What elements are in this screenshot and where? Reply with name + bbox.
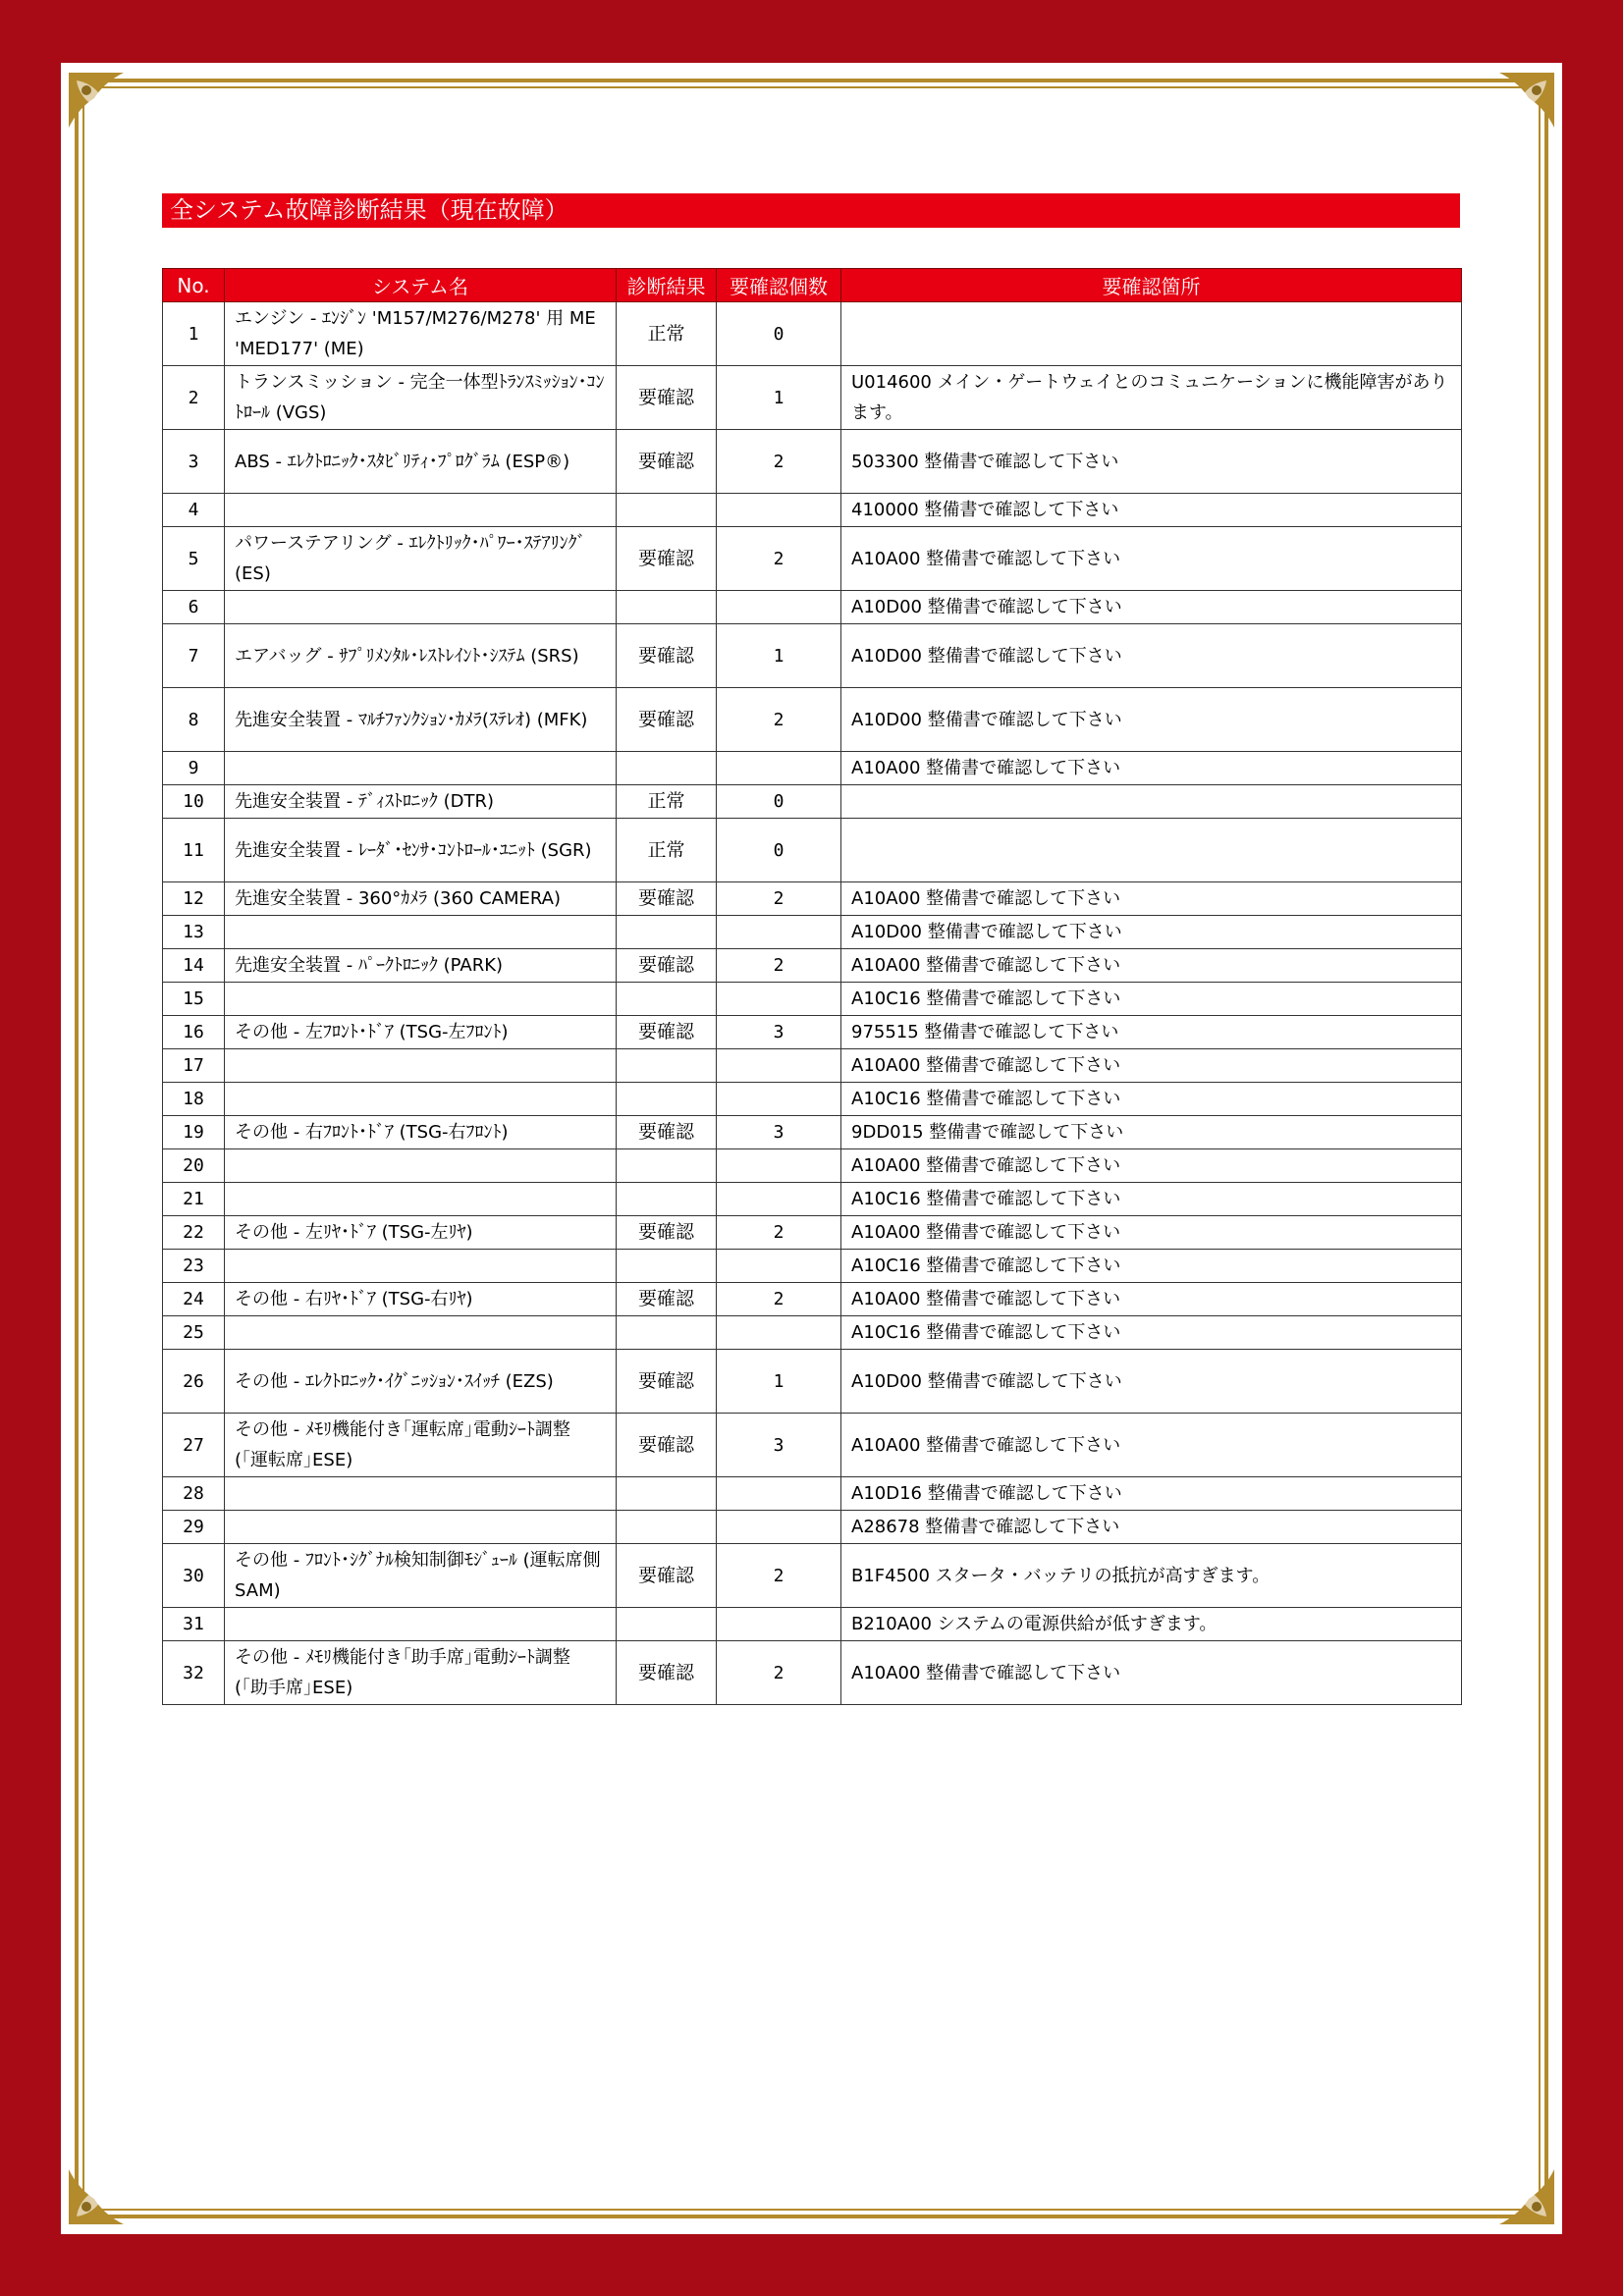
row-system-name: 先進安全装置 - ﾊﾟｰｸﾄﾛﾆｯｸ (PARK) [225, 949, 617, 983]
row-count: 2 [717, 688, 841, 752]
table-row [163, 494, 1462, 527]
row-number: 26 [163, 1350, 225, 1414]
header-count: 要確認個数 [717, 269, 841, 302]
row-detail: 503300 整備書で確認して下さい [841, 430, 1462, 494]
table-row [163, 1544, 1462, 1608]
row-count: 2 [717, 430, 841, 494]
row-result: 要確認 [617, 949, 717, 983]
row-result: 要確認 [617, 1641, 717, 1705]
table-body [163, 302, 1462, 1705]
row-number: 29 [163, 1511, 225, 1544]
row-detail: A10D00 整備書で確認して下さい [841, 1350, 1462, 1414]
row-number: 25 [163, 1316, 225, 1350]
row-system-name [225, 494, 617, 527]
row-result [617, 1183, 717, 1216]
table-row [163, 1283, 1462, 1316]
row-system-name [225, 916, 617, 949]
row-system-name: パワーステアリング - ｴﾚｸﾄﾘｯｸ･ﾊﾟﾜｰ･ｽﾃｱﾘﾝｸﾞ (ES) [225, 527, 617, 591]
table-row [163, 591, 1462, 624]
row-count: 0 [717, 785, 841, 819]
table-row [163, 1414, 1462, 1477]
row-detail: A10A00 整備書で確認して下さい [841, 882, 1462, 916]
row-result: 正常 [617, 302, 717, 366]
row-detail: A10A00 整備書で確認して下さい [841, 1641, 1462, 1705]
row-result [617, 591, 717, 624]
row-count: 0 [717, 302, 841, 366]
row-system-name: その他 - 右ﾘﾔ･ﾄﾞｱ (TSG-右ﾘﾔ) [225, 1283, 617, 1316]
table-row [163, 1511, 1462, 1544]
row-count [717, 1149, 841, 1183]
row-count [717, 1511, 841, 1544]
table-row [163, 1149, 1462, 1183]
row-system-name [225, 1149, 617, 1183]
row-count: 1 [717, 1350, 841, 1414]
table-row [163, 1350, 1462, 1414]
row-detail: A10A00 整備書で確認して下さい [841, 527, 1462, 591]
table-row [163, 527, 1462, 591]
row-number: 13 [163, 916, 225, 949]
ornament-corner-icon [1470, 2140, 1558, 2228]
row-detail: A10C16 整備書で確認して下さい [841, 1316, 1462, 1350]
row-system-name: その他 - ﾒﾓﾘ機能付き｢助手席｣電動ｼｰﾄ調整 (｢助手席｣ESE) [225, 1641, 617, 1705]
row-result: 要確認 [617, 1414, 717, 1477]
table-row [163, 819, 1462, 882]
row-detail: A10C16 整備書で確認して下さい [841, 1250, 1462, 1283]
row-result: 要確認 [617, 882, 717, 916]
row-system-name [225, 1183, 617, 1216]
table-header-row [163, 269, 1462, 302]
row-number: 2 [163, 366, 225, 430]
row-count: 1 [717, 624, 841, 688]
row-result: 要確認 [617, 1283, 717, 1316]
row-count [717, 1250, 841, 1283]
row-count [717, 1316, 841, 1350]
row-result: 要確認 [617, 527, 717, 591]
row-count [717, 494, 841, 527]
row-count [717, 1608, 841, 1641]
row-number: 16 [163, 1016, 225, 1049]
row-system-name [225, 1049, 617, 1083]
row-number: 31 [163, 1608, 225, 1641]
table-row [163, 1049, 1462, 1083]
row-result: 要確認 [617, 430, 717, 494]
table-row [163, 949, 1462, 983]
row-result [617, 916, 717, 949]
row-result: 要確認 [617, 1216, 717, 1250]
row-result [617, 752, 717, 785]
row-detail: A10C16 整備書で確認して下さい [841, 1083, 1462, 1116]
section-title: 全システム故障診断結果（現在故障） [162, 193, 1460, 228]
row-system-name: 先進安全装置 - 360°ｶﾒﾗ (360 CAMERA) [225, 882, 617, 916]
row-detail: A10D00 整備書で確認して下さい [841, 624, 1462, 688]
row-system-name: その他 - 左ﾌﾛﾝﾄ･ﾄﾞｱ (TSG-左ﾌﾛﾝﾄ) [225, 1016, 617, 1049]
row-result [617, 1477, 717, 1511]
row-count [717, 916, 841, 949]
row-count: 0 [717, 819, 841, 882]
row-system-name: エアバッグ - ｻﾌﾟﾘﾒﾝﾀﾙ･ﾚｽﾄﾚｲﾝﾄ･ｼｽﾃﾑ (SRS) [225, 624, 617, 688]
table-row [163, 624, 1462, 688]
row-number: 23 [163, 1250, 225, 1283]
row-detail: 9DD015 整備書で確認して下さい [841, 1116, 1462, 1149]
row-detail: A10D16 整備書で確認して下さい [841, 1477, 1462, 1511]
row-detail: A10D00 整備書で確認して下さい [841, 688, 1462, 752]
row-detail: 410000 整備書で確認して下さい [841, 494, 1462, 527]
row-system-name [225, 1316, 617, 1350]
row-count [717, 1183, 841, 1216]
row-number: 15 [163, 983, 225, 1016]
row-detail: A10D00 整備書で確認して下さい [841, 916, 1462, 949]
ornament-corner-icon [65, 69, 153, 157]
table-row [163, 983, 1462, 1016]
row-detail: A10A00 整備書で確認して下さい [841, 752, 1462, 785]
row-system-name [225, 1511, 617, 1544]
row-system-name: その他 - ﾌﾛﾝﾄ･ｼｸﾞﾅﾙ検知制御ﾓｼﾞｭｰﾙ (運転席側SAM) [225, 1544, 617, 1608]
row-system-name: 先進安全装置 - ﾚｰﾀﾞ･ｾﾝｻ･ｺﾝﾄﾛｰﾙ･ﾕﾆｯﾄ (SGR) [225, 819, 617, 882]
table-row [163, 1477, 1462, 1511]
row-detail: B210A00 システムの電源供給が低すぎます。 [841, 1608, 1462, 1641]
row-count: 3 [717, 1414, 841, 1477]
header-system: システム名 [225, 269, 617, 302]
row-system-name [225, 1608, 617, 1641]
row-detail: A10A00 整備書で確認して下さい [841, 1149, 1462, 1183]
table-row [163, 430, 1462, 494]
row-result: 要確認 [617, 1544, 717, 1608]
row-number: 17 [163, 1049, 225, 1083]
row-number: 30 [163, 1544, 225, 1608]
row-system-name [225, 1477, 617, 1511]
row-system-name: その他 - 右ﾌﾛﾝﾄ･ﾄﾞｱ (TSG-右ﾌﾛﾝﾄ) [225, 1116, 617, 1149]
row-count [717, 1049, 841, 1083]
row-result [617, 1049, 717, 1083]
table-row [163, 1216, 1462, 1250]
row-count: 2 [717, 1641, 841, 1705]
table-row [163, 366, 1462, 430]
row-detail [841, 785, 1462, 819]
table-row [163, 1183, 1462, 1216]
row-detail: B1F4500 スタータ・バッテリの抵抗が高すぎます。 [841, 1544, 1462, 1608]
row-result: 要確認 [617, 1116, 717, 1149]
row-number: 1 [163, 302, 225, 366]
row-system-name [225, 752, 617, 785]
table-row [163, 752, 1462, 785]
header-detail: 要確認箇所 [841, 269, 1462, 302]
row-result [617, 1149, 717, 1183]
row-count: 2 [717, 1544, 841, 1608]
table-row [163, 1641, 1462, 1705]
row-result: 要確認 [617, 366, 717, 430]
row-number: 19 [163, 1116, 225, 1149]
table-row [163, 882, 1462, 916]
table-row [163, 1250, 1462, 1283]
row-count: 3 [717, 1116, 841, 1149]
row-number: 18 [163, 1083, 225, 1116]
ornament-corner-icon [65, 2140, 153, 2228]
row-count [717, 752, 841, 785]
header-no: No. [163, 269, 225, 302]
row-number: 7 [163, 624, 225, 688]
row-result: 要確認 [617, 688, 717, 752]
row-detail: A28678 整備書で確認して下さい [841, 1511, 1462, 1544]
row-number: 5 [163, 527, 225, 591]
row-result [617, 1083, 717, 1116]
row-system-name: ABS - ｴﾚｸﾄﾛﾆｯｸ･ｽﾀﾋﾞﾘﾃｨ･ﾌﾟﾛｸﾞﾗﾑ (ESP®) [225, 430, 617, 494]
table-row [163, 1608, 1462, 1641]
row-number: 28 [163, 1477, 225, 1511]
row-count: 2 [717, 1216, 841, 1250]
row-result [617, 1316, 717, 1350]
table-row [163, 1083, 1462, 1116]
row-number: 4 [163, 494, 225, 527]
row-detail: A10A00 整備書で確認して下さい [841, 1283, 1462, 1316]
row-number: 8 [163, 688, 225, 752]
row-system-name [225, 983, 617, 1016]
table-row [163, 1016, 1462, 1049]
row-detail: A10C16 整備書で確認して下さい [841, 1183, 1462, 1216]
row-result: 正常 [617, 785, 717, 819]
row-detail: U014600 メイン・ゲートウェイとのコミュニケーションに機能障害があります。 [841, 366, 1462, 430]
row-system-name [225, 1083, 617, 1116]
row-count: 1 [717, 366, 841, 430]
row-result: 要確認 [617, 624, 717, 688]
row-number: 12 [163, 882, 225, 916]
row-number: 20 [163, 1149, 225, 1183]
row-count: 2 [717, 882, 841, 916]
row-count: 2 [717, 527, 841, 591]
row-detail: A10A00 整備書で確認して下さい [841, 1216, 1462, 1250]
table-row [163, 688, 1462, 752]
row-number: 14 [163, 949, 225, 983]
row-detail: A10D00 整備書で確認して下さい [841, 591, 1462, 624]
row-number: 27 [163, 1414, 225, 1477]
row-detail [841, 302, 1462, 366]
row-detail: A10A00 整備書で確認して下さい [841, 1049, 1462, 1083]
row-result: 正常 [617, 819, 717, 882]
row-system-name: 先進安全装置 - ﾏﾙﾁﾌｧﾝｸｼｮﾝ･ｶﾒﾗ(ｽﾃﾚｵ) (MFK) [225, 688, 617, 752]
row-number: 10 [163, 785, 225, 819]
row-detail: A10C16 整備書で確認して下さい [841, 983, 1462, 1016]
row-count: 2 [717, 949, 841, 983]
row-system-name: その他 - 左ﾘﾔ･ﾄﾞｱ (TSG-左ﾘﾔ) [225, 1216, 617, 1250]
row-system-name: エンジン - ｴﾝｼﾞﾝ 'M157/M276/M278' 用 ME 'MED177' (ME) [225, 302, 617, 366]
row-count [717, 1083, 841, 1116]
row-detail [841, 819, 1462, 882]
row-result: 要確認 [617, 1350, 717, 1414]
row-result [617, 983, 717, 1016]
row-system-name: 先進安全装置 - ﾃﾞｨｽﾄﾛﾆｯｸ (DTR) [225, 785, 617, 819]
row-system-name: その他 - ｴﾚｸﾄﾛﾆｯｸ･ｲｸﾞﾆｯｼｮﾝ･ｽｲｯﾁ (EZS) [225, 1350, 617, 1414]
row-number: 32 [163, 1641, 225, 1705]
row-detail: A10A00 整備書で確認して下さい [841, 1414, 1462, 1477]
row-count: 3 [717, 1016, 841, 1049]
row-result [617, 1608, 717, 1641]
row-system-name: その他 - ﾒﾓﾘ機能付き｢運転席｣電動ｼｰﾄ調整 (｢運転席｣ESE) [225, 1414, 617, 1477]
row-number: 22 [163, 1216, 225, 1250]
row-system-name [225, 1250, 617, 1283]
header-result: 診断結果 [617, 269, 717, 302]
table-row [163, 302, 1462, 366]
table-row [163, 785, 1462, 819]
row-detail: 975515 整備書で確認して下さい [841, 1016, 1462, 1049]
diagnosis-table [162, 268, 1462, 1705]
row-result [617, 494, 717, 527]
row-number: 24 [163, 1283, 225, 1316]
row-count [717, 591, 841, 624]
table-row [163, 1116, 1462, 1149]
ornament-corner-icon [1470, 69, 1558, 157]
row-detail: A10A00 整備書で確認して下さい [841, 949, 1462, 983]
row-number: 11 [163, 819, 225, 882]
row-result [617, 1250, 717, 1283]
row-number: 3 [163, 430, 225, 494]
row-number: 6 [163, 591, 225, 624]
row-system-name: トランスミッション - 完全一体型ﾄﾗﾝｽﾐｯｼｮﾝ･ｺﾝﾄﾛｰﾙ (VGS) [225, 366, 617, 430]
row-number: 9 [163, 752, 225, 785]
table-row [163, 916, 1462, 949]
row-result: 要確認 [617, 1016, 717, 1049]
row-number: 21 [163, 1183, 225, 1216]
row-count [717, 983, 841, 1016]
row-count [717, 1477, 841, 1511]
row-system-name [225, 591, 617, 624]
table-row [163, 1316, 1462, 1350]
row-result [617, 1511, 717, 1544]
row-count: 2 [717, 1283, 841, 1316]
